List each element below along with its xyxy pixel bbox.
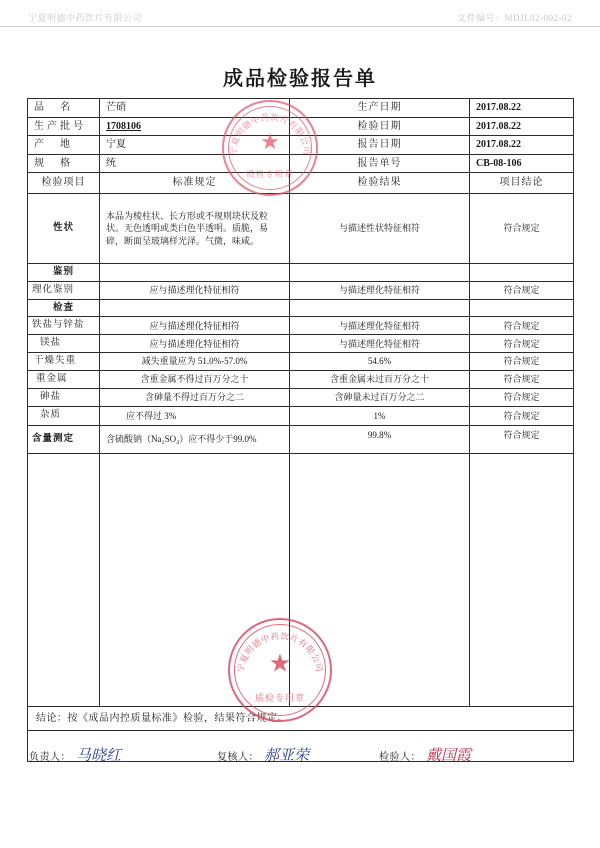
table-row: [28, 425, 574, 453]
report-date-value: 2017.08.22: [470, 136, 574, 155]
report-date-label: 报告日期: [290, 136, 470, 155]
blank-cell-item: [28, 453, 100, 706]
inspector-signature: [379, 744, 471, 765]
product-name-value: 芒硝: [100, 99, 290, 118]
table-row: [28, 154, 574, 173]
table-row: [28, 370, 574, 388]
star-icon: ★: [268, 650, 292, 678]
row-standard: 应与描述理化特征相符: [100, 281, 290, 299]
row-judgement: 符合规定: [470, 317, 574, 335]
table-row: [28, 136, 574, 155]
blank-cell-result: [290, 453, 470, 706]
row-judgement: 符合规定: [470, 353, 574, 371]
row-item: 性状: [28, 194, 100, 264]
row-standard: 应不得过 3%: [100, 406, 290, 425]
row-item: 铁盐与锌盐: [28, 317, 100, 335]
stamp-subtext-bottom: 质检专用章: [254, 693, 305, 703]
document-number-text: 文件编号：MDJL02-002-02: [457, 13, 572, 23]
table-row: [28, 117, 574, 136]
blank-cell-standard: [100, 453, 290, 706]
table-row: [28, 317, 574, 335]
row-item: 杂质: [28, 406, 100, 425]
table-row: [28, 388, 574, 406]
signature-block: [27, 740, 573, 774]
row-item: 重金属: [28, 370, 100, 388]
conclusion-row: [28, 706, 574, 731]
page-title: 成品检验报告单: [223, 68, 377, 90]
table-row: [28, 194, 574, 264]
batch-number-text: 1708106: [106, 120, 141, 132]
row-standard: 应与描述理化特征相符: [100, 317, 290, 335]
row-judgement: 符合规定: [470, 406, 574, 425]
company-header-text: 宁夏明德中药饮片有限公司: [28, 13, 143, 23]
review-value: 郝亚荣: [264, 746, 310, 764]
row-judgement: 符合规定: [470, 370, 574, 388]
table-row: [28, 299, 574, 317]
row-result: 与描述理化特征相符: [290, 317, 470, 335]
row-result: 99.8%: [290, 425, 470, 453]
row-item: 含量测定: [28, 425, 100, 453]
row-judgement: 符合规定: [470, 388, 574, 406]
table-header-row: [28, 173, 574, 194]
row-judgement: [470, 264, 574, 282]
origin-value: 宁夏: [100, 136, 290, 155]
review-signature: [217, 744, 309, 765]
column-header-result: 检验结果: [290, 173, 470, 194]
row-judgement: 符合规定: [470, 194, 574, 264]
row-standard: 含重金属不得过百万分之十: [100, 370, 290, 388]
product-name-label: 品 名: [28, 99, 100, 118]
table-row: [28, 406, 574, 425]
production-date-value: 2017.08.22: [470, 99, 574, 118]
review-label: 复核人：: [217, 752, 259, 763]
blank-cell-judgement: [470, 453, 574, 706]
row-result: 含砷量未过百万分之二: [290, 388, 470, 406]
star-icon: ★: [260, 129, 280, 155]
row-judgement: 符合规定: [470, 425, 574, 453]
row-result: [290, 299, 470, 317]
header-divider: [0, 26, 600, 27]
scan-header: [0, 8, 600, 26]
row-standard: [100, 299, 290, 317]
row-result: 与描述性状特征相符: [290, 194, 470, 264]
svg-text:宁夏明德中药饮片有限公司: 宁夏明德中药饮片有限公司: [227, 111, 313, 156]
batch-number-label: 生产批号: [28, 117, 100, 136]
column-header-standard: 标准规定: [100, 173, 290, 194]
inspection-date-value: 2017.08.22: [470, 117, 574, 136]
responsible-value: 马晓红: [76, 746, 122, 764]
row-result: 1%: [290, 406, 470, 425]
row-result: 含重金属未过百万分之十: [290, 370, 470, 388]
responsible-label: 负责人：: [29, 752, 71, 763]
row-standard: 应与描述理化特征相符: [100, 335, 290, 353]
row-standard: 本品为棱柱状、长方形或不规则块状及粒状。无色透明或类白色半透明。质脆，易碎，断面呈玻璃样光泽。气微，味咸。: [100, 194, 290, 264]
specification-value: 统: [100, 154, 290, 173]
conclusion-text: 结论：按《成品内控质量标准》检验，结果符合规定。: [28, 706, 574, 731]
stamp-subtext-top: 质检专用章: [246, 169, 294, 179]
row-item: 干燥失重: [28, 353, 100, 371]
column-header-judgement: 项目结论: [470, 173, 574, 194]
row-result: [290, 264, 470, 282]
report-number-label: 报告单号: [290, 154, 470, 173]
table-blank-row: [28, 453, 574, 706]
inspector-label: 检验人：: [379, 752, 421, 763]
svg-text:宁夏明德中药饮片有限公司: 宁夏明德中药饮片有限公司: [235, 630, 325, 674]
table-row: [28, 99, 574, 118]
row-judgement: 符合规定: [470, 335, 574, 353]
row-standard: 含砷量不得过百万分之二: [100, 388, 290, 406]
table-row: [28, 281, 574, 299]
row-standard: [100, 264, 290, 282]
row-result: 与描述理化特征相符: [290, 281, 470, 299]
row-standard: 含硫酸钠（Na₂SO₄）应不得少于99.0%: [100, 425, 290, 453]
production-date-label: 生产日期: [290, 99, 470, 118]
specification-label: 规 格: [28, 154, 100, 173]
row-judgement: 符合规定: [470, 281, 574, 299]
table-row: [28, 264, 574, 282]
row-item: 鉴别: [28, 264, 100, 282]
origin-label: 产 地: [28, 136, 100, 155]
batch-number-value: [100, 117, 290, 136]
column-header-item: 检验项目: [28, 173, 100, 194]
row-item: 理化鉴别: [28, 281, 100, 299]
responsible-signature: [29, 744, 121, 765]
row-standard: 减失重量应为 51.0%-57.0%: [100, 353, 290, 371]
table-row: [28, 353, 574, 371]
row-item: 砷盐: [28, 388, 100, 406]
row-result: 与描述理化特征相符: [290, 335, 470, 353]
inspection-report-table: [27, 98, 574, 762]
row-judgement: [470, 299, 574, 317]
row-item: 检查: [28, 299, 100, 317]
inspection-date-label: 检验日期: [290, 117, 470, 136]
inspector-value: 戴国霞: [426, 746, 472, 764]
row-item: 镁盐: [28, 335, 100, 353]
report-number-value: CB-08-106: [470, 154, 574, 173]
row-result: 54.6%: [290, 353, 470, 371]
table-row: [28, 335, 574, 353]
